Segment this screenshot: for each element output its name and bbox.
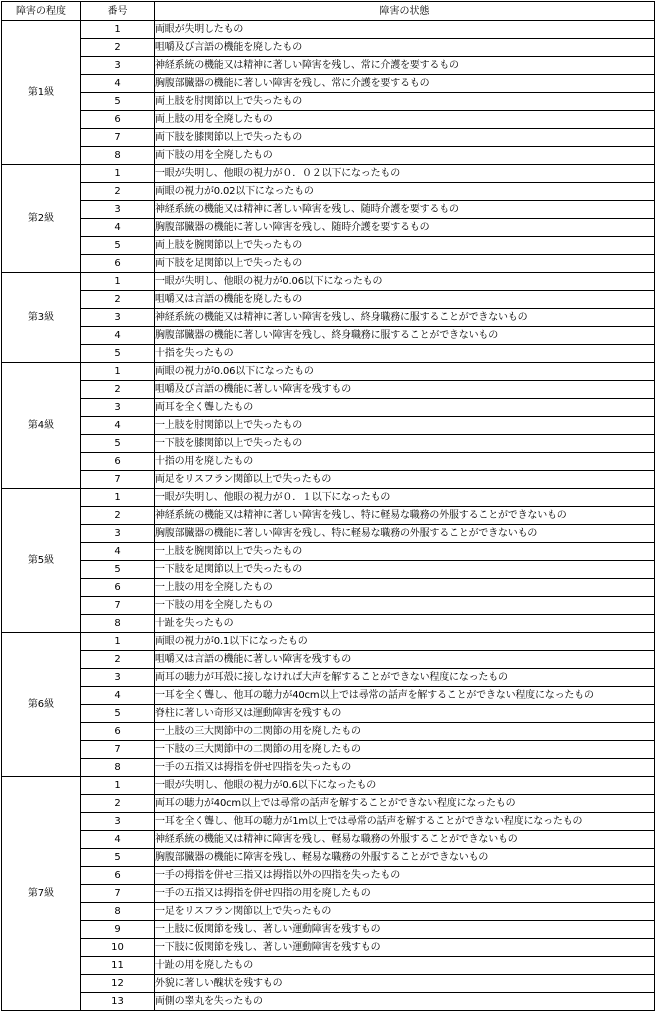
grade-label: 第5級 [2, 489, 81, 633]
condition-text: 咀嚼又は言語の機能に著しい障害を残すもの [155, 651, 655, 669]
item-number: 4 [81, 831, 155, 849]
table-row [2, 597, 655, 615]
table-row [2, 795, 655, 813]
item-number: 6 [81, 255, 155, 273]
condition-text: 一上肢を肘関節以上で失ったもの [155, 417, 655, 435]
condition-text: 両眼の視力が0.02以下になったもの [155, 183, 655, 201]
grade-table-body [2, 21, 655, 1011]
table-row [2, 39, 655, 57]
table-row [2, 525, 655, 543]
item-number: 2 [81, 381, 155, 399]
condition-text: 胸腹部臓器の機能に著しい障害を残し、随時介護を要するもの [155, 219, 655, 237]
item-number: 2 [81, 39, 155, 57]
condition-text: 十趾を失ったもの [155, 615, 655, 633]
grade-label: 第3級 [2, 273, 81, 363]
condition-text: 一耳を全く聾し、他耳の聴力が40cm以上では尋常の話声を解することができない程度になったもの [155, 687, 655, 705]
table-row [2, 219, 655, 237]
condition-text: 一上肢の用を全廃したもの [155, 579, 655, 597]
condition-text: 両耳を全く聾したもの [155, 399, 655, 417]
header-row [2, 2, 655, 21]
item-number: 1 [81, 489, 155, 507]
condition-text: 神経系統の機能又は精神に著しい障害を残し、常に介護を要するもの [155, 57, 655, 75]
condition-text: 両眼が失明したもの [155, 21, 655, 39]
table-row [2, 165, 655, 183]
item-number: 6 [81, 453, 155, 471]
table-row [2, 561, 655, 579]
condition-text: 神経系統の機能又は精神に障害を残し、軽易な職務の外服することができないもの [155, 831, 655, 849]
condition-text: 一下肢を膝関節以上で失ったもの [155, 435, 655, 453]
condition-text: 両下肢を膝関節以上で失ったもの [155, 129, 655, 147]
table-row [2, 147, 655, 165]
grade-label: 第4級 [2, 363, 81, 489]
condition-text: 一下肢の三大関節中の二関節の用を廃したもの [155, 741, 655, 759]
table-row [2, 273, 655, 291]
table-row [2, 885, 655, 903]
item-number: 7 [81, 885, 155, 903]
condition-text: 両上肢を腕関節以上で失ったもの [155, 237, 655, 255]
table-row [2, 849, 655, 867]
table-row [2, 579, 655, 597]
item-number: 2 [81, 291, 155, 309]
condition-text: 神経系統の機能又は精神に著しい障害を残し、特に軽易な職務の外服することができないもの [155, 507, 655, 525]
table-row [2, 687, 655, 705]
table-row [2, 435, 655, 453]
condition-text: 神経系統の機能又は精神に著しい障害を残し、終身職務に服することができないもの [155, 309, 655, 327]
table-row [2, 939, 655, 957]
condition-text: 咀嚼又は言語の機能を廃したもの [155, 291, 655, 309]
condition-text: 神経系統の機能又は精神に著しい障害を残し、随時介護を要するもの [155, 201, 655, 219]
item-number: 1 [81, 165, 155, 183]
table-row [2, 201, 655, 219]
table-row [2, 507, 655, 525]
grade-label: 第6級 [2, 633, 81, 777]
table-row [2, 669, 655, 687]
condition-text: 一眼が失明し、他眼の視力が0.6以下になったもの [155, 777, 655, 795]
item-number: 9 [81, 921, 155, 939]
condition-text: 一下肢を足関節以上で失ったもの [155, 561, 655, 579]
table-row [2, 417, 655, 435]
grade-label: 第7級 [2, 777, 81, 1011]
item-number: 4 [81, 75, 155, 93]
table-row [2, 183, 655, 201]
table-row [2, 309, 655, 327]
table-row [2, 705, 655, 723]
item-number: 4 [81, 687, 155, 705]
table-row [2, 363, 655, 381]
item-number: 6 [81, 111, 155, 129]
condition-text: 一手の拇指を併せ三指又は拇指以外の四指を失ったもの [155, 867, 655, 885]
condition-text: 一耳を全く聾し、他耳の聴力が1m以上では尋常の話声を解することができない程度になったもの [155, 813, 655, 831]
condition-text: 一眼が失明し、他眼の視力が0.06以下になったもの [155, 273, 655, 291]
condition-text: 一上肢の三大関節中の二関節の用を廃したもの [155, 723, 655, 741]
condition-text: 両眼の視力が0.1以下になったもの [155, 633, 655, 651]
table-row [2, 21, 655, 39]
item-number: 8 [81, 759, 155, 777]
table-row [2, 453, 655, 471]
item-number: 6 [81, 867, 155, 885]
condition-text: 両耳の聴力が耳殻に接しなければ大声を解することができない程度になったもの [155, 669, 655, 687]
condition-text: 十指の用を廃したもの [155, 453, 655, 471]
item-number: 1 [81, 777, 155, 795]
grade-label: 第2級 [2, 165, 81, 273]
item-number: 1 [81, 633, 155, 651]
item-number: 7 [81, 129, 155, 147]
grade-label: 第1級 [2, 21, 81, 165]
table-row [2, 129, 655, 147]
item-number: 3 [81, 525, 155, 543]
condition-text: 一手の五指又は拇指を併せ四指の用を廃したもの [155, 885, 655, 903]
condition-text: 一足をリスフラン関節以上で失ったもの [155, 903, 655, 921]
table-row [2, 813, 655, 831]
table-row [2, 327, 655, 345]
table-row [2, 633, 655, 651]
table-row [2, 903, 655, 921]
table-row [2, 345, 655, 363]
item-number: 3 [81, 399, 155, 417]
table-row [2, 741, 655, 759]
condition-text: 胸腹部臓器の機能に著しい障害を残し、特に軽易な職務の外服することができないもの [155, 525, 655, 543]
item-number: 5 [81, 237, 155, 255]
table-row [2, 993, 655, 1011]
item-number: 8 [81, 147, 155, 165]
header-condition: 障害の状態 [155, 2, 655, 21]
item-number: 2 [81, 651, 155, 669]
condition-text: 外貌に著しい醜状を残すもの [155, 975, 655, 993]
table-row [2, 237, 655, 255]
condition-text: 両側の睾丸を失ったもの [155, 993, 655, 1011]
table-row [2, 759, 655, 777]
item-number: 2 [81, 507, 155, 525]
item-number: 6 [81, 723, 155, 741]
item-number: 7 [81, 741, 155, 759]
disability-grade-table [1, 1, 655, 1011]
item-number: 13 [81, 993, 155, 1011]
table-row [2, 93, 655, 111]
condition-text: 両足をリスフラン関節以上で失ったもの [155, 471, 655, 489]
condition-text: 両上肢の用を全廃したもの [155, 111, 655, 129]
item-number: 4 [81, 417, 155, 435]
table-row [2, 831, 655, 849]
table-row [2, 777, 655, 795]
table-row [2, 543, 655, 561]
table-row [2, 975, 655, 993]
table-row [2, 381, 655, 399]
item-number: 8 [81, 903, 155, 921]
item-number: 7 [81, 471, 155, 489]
condition-text: 胸腹部臓器の機能に著しい障害を残し、終身職務に服することができないもの [155, 327, 655, 345]
condition-text: 胸腹部臓器の機能に著しい障害を残し、常に介護を要するもの [155, 75, 655, 93]
item-number: 5 [81, 345, 155, 363]
condition-text: 両下肢を足関節以上で失ったもの [155, 255, 655, 273]
condition-text: 十指を失ったもの [155, 345, 655, 363]
table-row [2, 57, 655, 75]
condition-text: 一上肢に仮関節を残し、著しい運動障害を残すもの [155, 921, 655, 939]
table-row [2, 921, 655, 939]
item-number: 3 [81, 57, 155, 75]
condition-text: 脊柱に著しい奇形又は運動障害を残すもの [155, 705, 655, 723]
item-number: 2 [81, 183, 155, 201]
item-number: 5 [81, 849, 155, 867]
table-row [2, 255, 655, 273]
item-number: 5 [81, 435, 155, 453]
table-row [2, 111, 655, 129]
condition-text: 胸腹部臓器の機能に障害を残し、軽易な職務の外服することができないもの [155, 849, 655, 867]
item-number: 5 [81, 93, 155, 111]
item-number: 4 [81, 543, 155, 561]
condition-text: 両下肢の用を全廃したもの [155, 147, 655, 165]
table-row [2, 399, 655, 417]
condition-text: 一上肢を腕関節以上で失ったもの [155, 543, 655, 561]
item-number: 3 [81, 669, 155, 687]
condition-text: 両耳の聴力が40cm以上では尋常の話声を解することができない程度になったもの [155, 795, 655, 813]
item-number: 1 [81, 363, 155, 381]
item-number: 7 [81, 597, 155, 615]
header-degree: 障害の程度 [2, 2, 81, 21]
table-row [2, 489, 655, 507]
item-number: 4 [81, 327, 155, 345]
condition-text: 一眼が失明し、他眼の視力が０．０２以下になったもの [155, 165, 655, 183]
condition-text: 一下肢に仮関節を残し、著しい運動障害を残すもの [155, 939, 655, 957]
header-number: 番号 [81, 2, 155, 21]
item-number: 2 [81, 795, 155, 813]
item-number: 3 [81, 813, 155, 831]
item-number: 3 [81, 201, 155, 219]
condition-text: 一眼が失明し、他眼の視力が０．１以下になったもの [155, 489, 655, 507]
condition-text: 両眼の視力が0.06以下になったもの [155, 363, 655, 381]
table-row [2, 615, 655, 633]
item-number: 1 [81, 21, 155, 39]
table-row [2, 957, 655, 975]
table-row [2, 723, 655, 741]
item-number: 11 [81, 957, 155, 975]
item-number: 3 [81, 309, 155, 327]
condition-text: 両上肢を肘関節以上で失ったもの [155, 93, 655, 111]
table-row [2, 651, 655, 669]
item-number: 5 [81, 705, 155, 723]
item-number: 4 [81, 219, 155, 237]
condition-text: 一手の五指又は拇指を併せ四指を失ったもの [155, 759, 655, 777]
item-number: 5 [81, 561, 155, 579]
table-row [2, 867, 655, 885]
item-number: 10 [81, 939, 155, 957]
item-number: 6 [81, 579, 155, 597]
table-row [2, 471, 655, 489]
condition-text: 咀嚼及び言語の機能を廃したもの [155, 39, 655, 57]
table-row [2, 291, 655, 309]
item-number: 12 [81, 975, 155, 993]
condition-text: 十趾の用を廃したもの [155, 957, 655, 975]
table-row [2, 75, 655, 93]
item-number: 1 [81, 273, 155, 291]
condition-text: 一下肢の用を全廃したもの [155, 597, 655, 615]
condition-text: 咀嚼及び言語の機能に著しい障害を残すもの [155, 381, 655, 399]
item-number: 8 [81, 615, 155, 633]
